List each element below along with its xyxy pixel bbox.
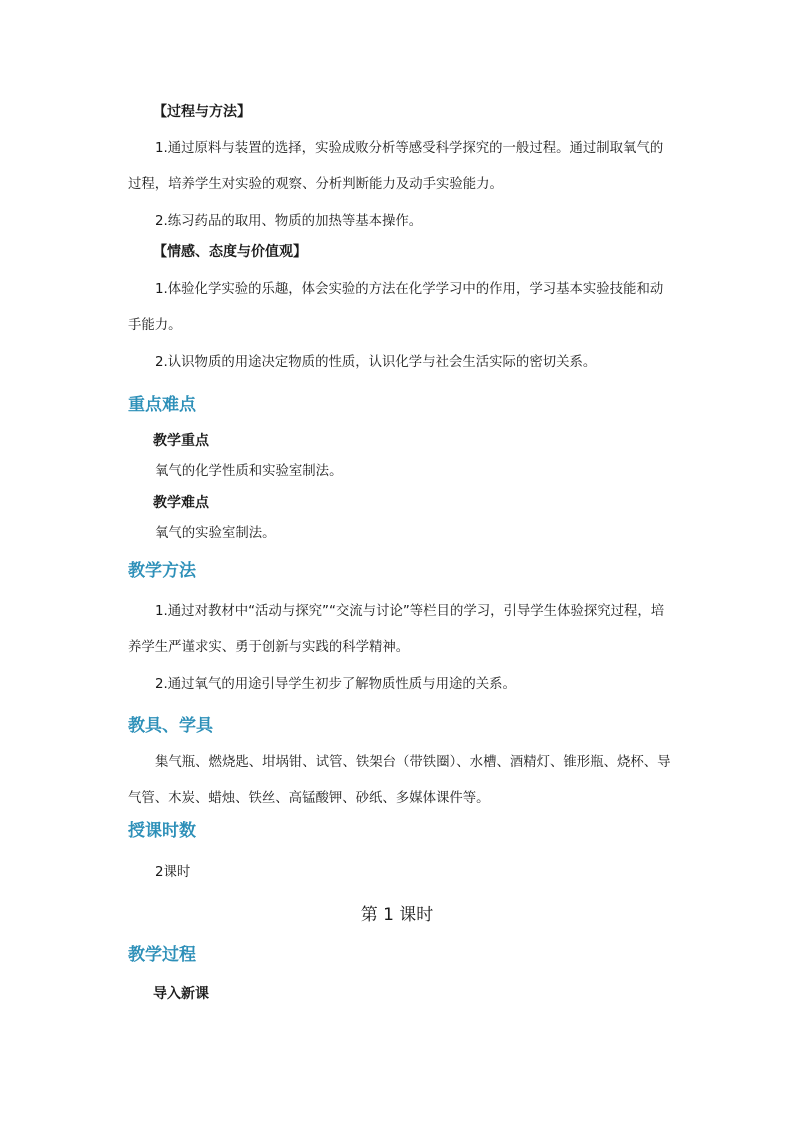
process-title: 教学过程: [128, 945, 196, 965]
focus-label: 教学重点: [153, 433, 209, 449]
tools-text: 集气瓶、燃烧匙、坩埚钳、试管、铁架台（带铁圈）、水槽、酒精灯、锥形瓶、烧杯、导气管、木炭、蜡烛、铁丝、高锰酸钾、砂纸、多媒体课件等。: [128, 755, 671, 806]
process-item-2: 2.练习药品的取用、物质的加热等基本操作。: [155, 214, 423, 229]
difficulty-label: 教学难点: [153, 495, 209, 511]
emotion-heading: 【情感、态度与价值观】: [153, 244, 307, 260]
methods-item-1: 1.通过对教材中“活动与探究”“交流与讨论”等栏目的学习，引导学生体验探究过程，培养学生严谨求实、勇于创新与实践的科学精神。: [128, 604, 665, 655]
hours-title: 授课时数: [128, 821, 196, 841]
lesson-title: 第 1 课时: [360, 905, 434, 925]
key-points-title: 重点难点: [128, 395, 196, 415]
methods-title: 教学方法: [128, 561, 196, 581]
focus-text: 氧气的化学性质和实验室制法。: [155, 464, 343, 479]
process-method-heading: 【过程与方法】: [153, 104, 251, 120]
tools-title: 教具、学具: [128, 716, 213, 736]
process-item-1: 1.通过原料与装置的选择，实验成败分析等感受科学探究的一般过程。通过制取氧气的过程，培养学生对实验的观察、分析判断能力及动手实验能力。: [128, 141, 664, 192]
intro-label: 导入新课: [153, 986, 209, 1002]
difficulty-text: 氧气的实验室制法。: [155, 526, 276, 541]
emotion-item-2: 2.认识物质的用途决定物质的性质，认识化学与社会生活实际的密切关系。: [155, 355, 597, 370]
hours-text: 2课时: [155, 865, 191, 880]
emotion-item-1: 1.体验化学实验的乐趣，体会实验的方法在化学学习中的作用，学习基本实验技能和动手能力。: [128, 282, 664, 333]
methods-item-2: 2.通过氧气的用途引导学生初步了解物质性质与用途的关系。: [155, 677, 516, 692]
